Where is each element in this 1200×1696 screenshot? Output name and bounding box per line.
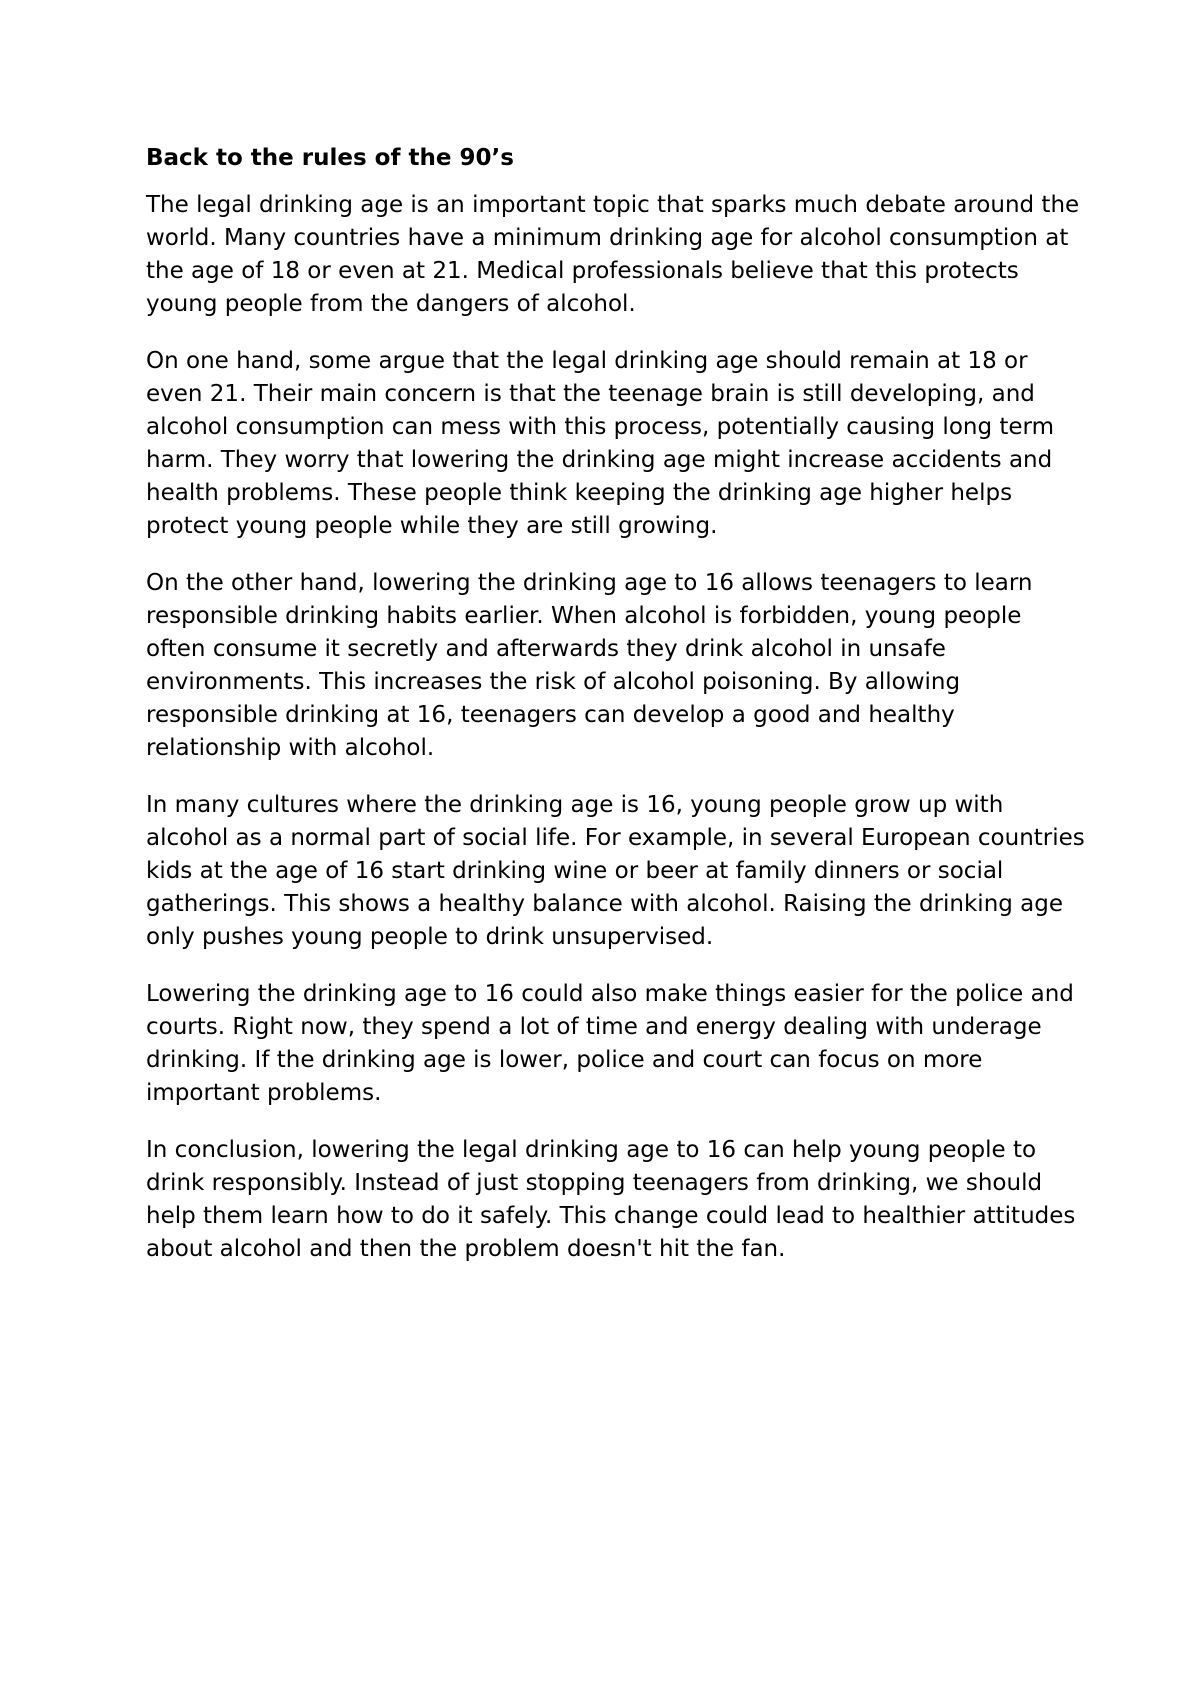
paragraph-other-hand: On the other hand, lowering the drinking age to 16 allows teenagers to learn responsible drinking habits earlier. When alcohol is forbidden, young people often consume it secretly and afterwards they drink alcohol in unsafe environments. This increases the risk of alcohol poisoning. By allowing responsible drinking at 16, teenagers can develop a good and healthy relationship with alcohol. — [146, 570, 1033, 761]
paragraph-conclusion: In conclusion, lowering the legal drinking age to 16 can help young people to drink responsibly. Instead of just stopping teenagers from drinking, we should help them learn how to do it safely. This change could lead to healthier attitudes about alcohol and then the problem doesn't hit the fan. — [146, 1137, 1076, 1262]
paragraph-police: Lowering the drinking age to 16 could also make things easier for the police and courts. Right now, they spend a lot of time and energy dealing with underage drinking. If the drinking age is lower, police and court can focus on more important problems. — [146, 981, 1074, 1106]
document-title: Back to the rules of the 90’s — [146, 145, 514, 171]
document-body — [146, 142, 1086, 1290]
paragraph-cultures: In many cultures where the drinking age is 16, young people grow up with alcohol as a normal part of social life. For example, in several European countries kids at the age of 16 start drinking wine or beer at family dinners or social gatherings. This shows a healthy balance with alcohol. Raising the drinking age only pushes young people to drink unsupervised. — [146, 792, 1085, 950]
paragraph-one-hand: On one hand, some argue that the legal drinking age should remain at 18 or even 21. Their main concern is that the teenage brain is still developing, and alcohol consumption can mess with this process, potentially causing long term harm. They worry that lowering the drinking age might increase accidents and health problems. These people think keeping the drinking age higher helps protect young people while they are still growing. — [146, 348, 1055, 539]
paragraph-intro: The legal drinking age is an important topic that sparks much debate around the world. Many countries have a minimum drinking age for alcohol consumption at the age of 18 or even at 21. Medical professionals believe that this protects young people from the dangers of alcohol. — [146, 192, 1080, 317]
